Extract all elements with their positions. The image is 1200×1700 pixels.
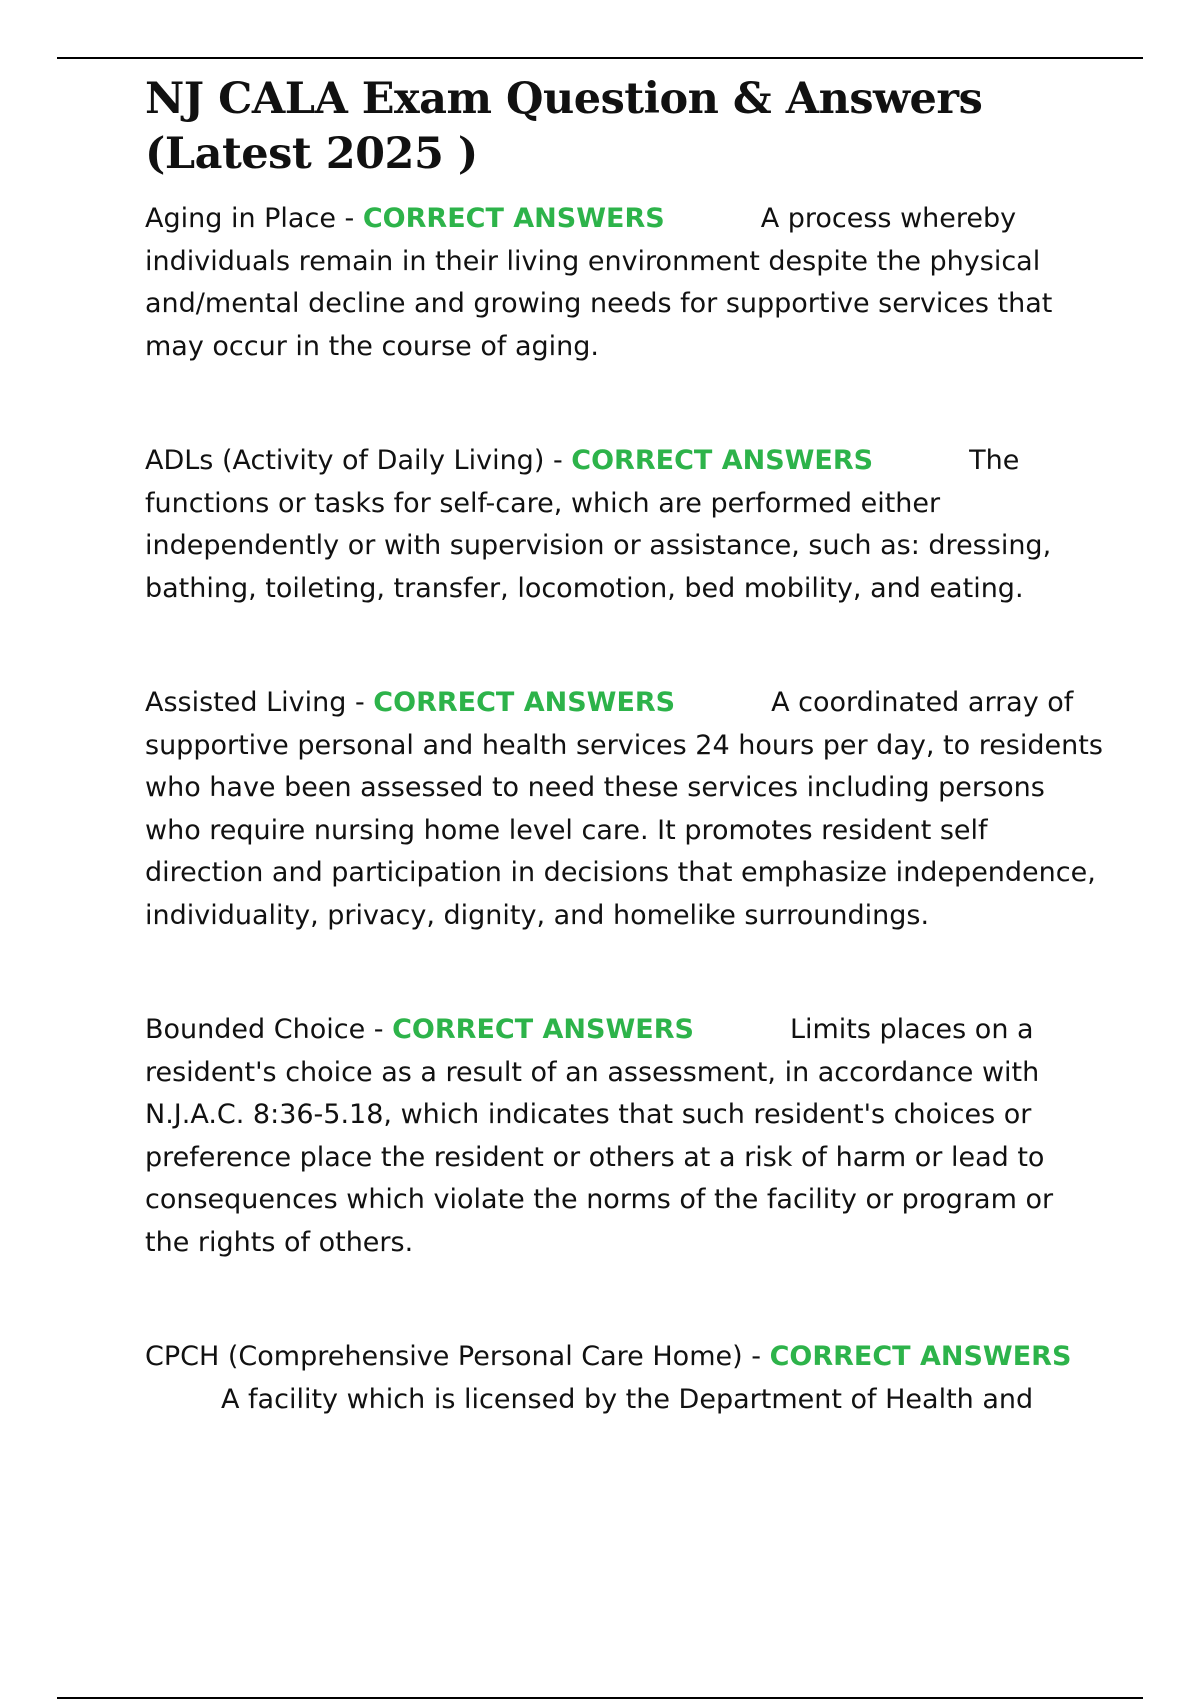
top-rule <box>57 57 1143 59</box>
entry-term: Aging in Place <box>145 203 336 234</box>
title-line-1: NJ CALA Exam Question & Answers <box>145 74 983 124</box>
entry-separator: - <box>335 203 363 234</box>
entry-separator: - <box>544 445 572 476</box>
entry-definition: A process whereby individuals remain in their living environment despite the physical and/mental decline and growing needs for supportive services that may occur in the course of aging. <box>145 203 1053 362</box>
title-line-2: (Latest 2025 ) <box>145 129 478 179</box>
entry-term: Bounded Choice <box>145 1014 366 1045</box>
correct-answers-label: CORRECT ANSWERS <box>769 1341 1072 1372</box>
entry-definition: A facility which is licensed by the Department of Health and <box>221 1383 1034 1415</box>
page-title <box>145 72 1105 182</box>
entry-definition: The functions or tasks for self-care, which are performed either independently or with supervision or assistance, such as: dressing, bathing, toileting, transfer, locomotion, bed mobility, and eating. <box>145 445 1052 604</box>
qa-entry-aging-in-place <box>145 198 1105 368</box>
entry-separator: - <box>742 1341 770 1372</box>
correct-answers-label: CORRECT ANSWERS <box>373 687 676 718</box>
entry-definition: A coordinated array of supportive personal and health services 24 hours per day, to residents who have been assessed to need these services including persons who require nursing home level care. It promotes resident self direction and participation in decisions that emphasize independence, individuality, privacy, dignity, and homelike surroundings. <box>145 687 1103 931</box>
correct-answers-label: CORRECT ANSWERS <box>392 1014 694 1045</box>
entry-definition: Limits places on a resident's choice as a result of an assessment, in accordance with N.J.A.C. 8:36-5.18, which indicates that such resident's choices or preference place the resident or others at a risk of harm or lead to consequences which violate the norms of the facility or program or the rights of others. <box>145 1014 1054 1258</box>
entry-separator: - <box>365 1014 393 1045</box>
entry-separator: - <box>346 687 374 718</box>
document-body <box>145 72 1105 1493</box>
correct-answers-label: CORRECT ANSWERS <box>571 445 874 476</box>
bottom-rule <box>57 1697 1143 1699</box>
qa-entry-assisted-living <box>145 682 1105 937</box>
qa-entry-bounded-choice <box>145 1009 1105 1264</box>
entry-term: CPCH (Comprehensive Personal Care Home) <box>145 1341 743 1372</box>
qa-entry-cpch <box>145 1336 1105 1421</box>
entry-term: ADLs (Activity of Daily Living) <box>145 445 545 476</box>
correct-answers-label: CORRECT ANSWERS <box>362 203 665 234</box>
qa-entry-adls <box>145 440 1105 610</box>
entry-term: Assisted Living <box>145 687 347 718</box>
